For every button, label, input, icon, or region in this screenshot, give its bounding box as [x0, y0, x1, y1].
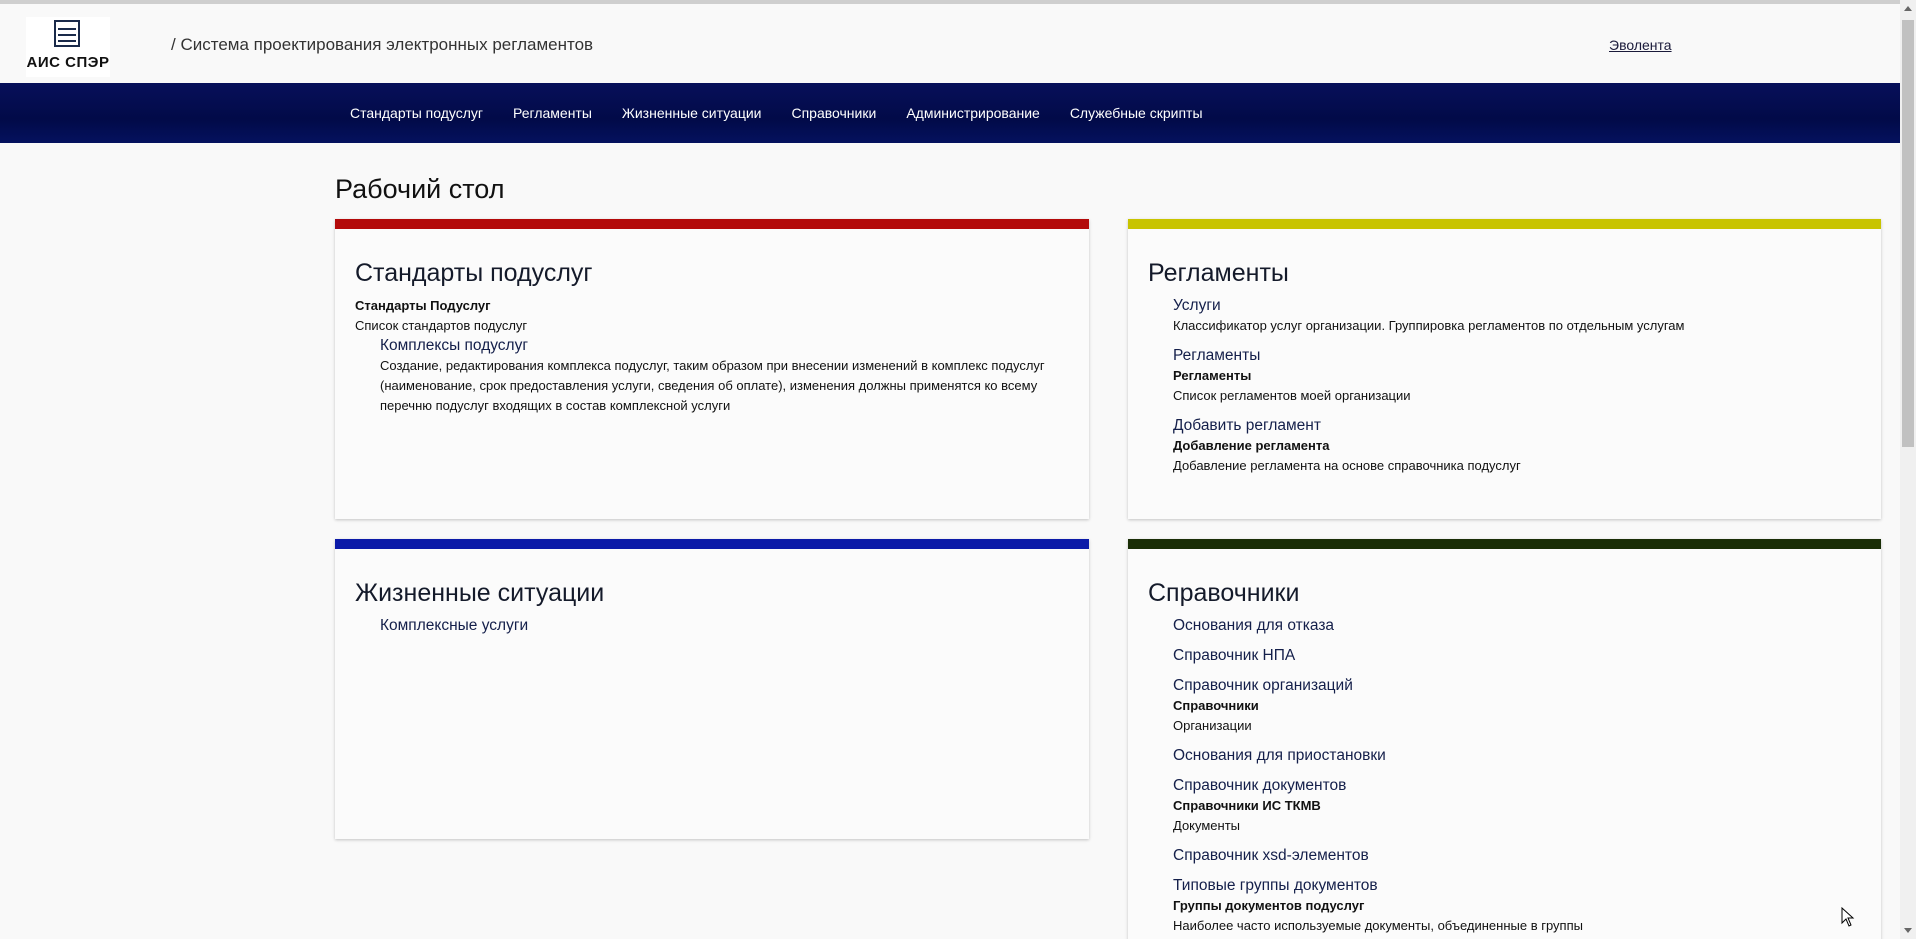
link-complex-services[interactable]: Комплексные услуги [380, 617, 529, 634]
list-item [1173, 746, 1861, 766]
entry-subtitle: Добавление регламента [1173, 438, 1330, 453]
vertical-scrollbar[interactable] [1900, 0, 1916, 939]
main-nav [0, 83, 1900, 143]
list-item [1173, 676, 1861, 736]
link-complexes-subservices[interactable]: Комплексы подуслуг [380, 337, 529, 354]
card-reference-title: Справочники [1148, 579, 1300, 607]
card-life-title: Жизненные ситуации [355, 579, 605, 607]
list-item [380, 616, 1069, 636]
list-item [1173, 616, 1861, 636]
scroll-up-icon[interactable] [1904, 6, 1912, 11]
link-suspension-grounds[interactable]: Основания для приостановки [1173, 747, 1386, 764]
list-item [1173, 846, 1861, 866]
link-organizations-reference[interactable]: Справочник организаций [1173, 677, 1353, 694]
link-xsd-elements-reference[interactable]: Справочник xsd-элементов [1173, 847, 1369, 864]
server-icon [54, 20, 80, 47]
list-item [1173, 646, 1861, 666]
scroll-down-icon[interactable] [1904, 928, 1912, 933]
link-documents-reference[interactable]: Справочник документов [1173, 777, 1347, 794]
entry-subtitle: Регламенты [1173, 368, 1252, 383]
list-item [1173, 776, 1861, 836]
card-reglaments-title: Регламенты [1148, 259, 1289, 287]
app-title: / Система проектирования электронных регламентов [171, 35, 594, 54]
nav-item-administration[interactable]: Администрирование [906, 105, 1040, 121]
entry-subtitle: Справочники [1173, 698, 1259, 713]
entry-desc: Наиболее часто используемые документы, объединенные в группы [1173, 918, 1583, 933]
nav-item-references[interactable]: Справочники [791, 105, 877, 121]
card-life-situations [335, 539, 1089, 839]
entry-desc: Классификатор услуг организации. Группировка регламентов по отдельным услугам [1173, 318, 1685, 333]
list-item [1173, 346, 1861, 406]
list-item [1173, 296, 1861, 336]
app-logo[interactable] [26, 17, 110, 77]
entry-desc: Организации [1173, 718, 1252, 733]
entry-desc: Список регламентов моей организации [1173, 388, 1411, 403]
logo-text: АИС СПЭР [26, 54, 110, 71]
card-standards-title: Стандарты подуслуг [355, 259, 593, 287]
entry-subtitle: Справочники ИС ТКМВ [1173, 798, 1321, 813]
entry-desc: Создание, редактирования комплекса подуслуг, таким образом при внесении изменений в комплекс подуслуг (наименование, срок предоставления услуги, сведения об оплате), изменения должны применятся ко всему перечню подуслуг входящих в состав комплексной услуги [380, 358, 1045, 413]
header [0, 4, 1900, 83]
card-reglaments [1128, 219, 1881, 519]
list-item [1173, 876, 1861, 936]
link-services[interactable]: Услуги [1173, 297, 1221, 314]
page-title: Рабочий стол [335, 174, 505, 204]
nav-item-service-scripts[interactable]: Служебные скрипты [1069, 105, 1203, 121]
user-link[interactable]: Эволента [1609, 37, 1672, 53]
link-reglaments[interactable]: Регламенты [1173, 347, 1261, 364]
list-item [1173, 416, 1861, 476]
card-standards [335, 219, 1089, 519]
entry-desc: Документы [1173, 818, 1241, 833]
link-add-reglament[interactable]: Добавить регламент [1173, 417, 1321, 434]
standards-subtitle: Стандарты Подуслуг [355, 298, 491, 313]
entry-subtitle: Группы документов подуслуг [1173, 898, 1365, 913]
link-refusal-grounds[interactable]: Основания для отказа [1173, 617, 1335, 634]
nav-item-life-situations[interactable]: Жизненные ситуации [621, 105, 762, 121]
scrollbar-thumb[interactable] [1902, 20, 1914, 447]
nav-item-reglaments[interactable]: Регламенты [513, 105, 592, 121]
nav-item-standards[interactable]: Стандарты подуслуг [350, 105, 484, 121]
card-references [1128, 539, 1881, 939]
link-npa-reference[interactable]: Справочник НПА [1173, 647, 1296, 664]
link-document-groups[interactable]: Типовые группы документов [1173, 877, 1378, 894]
list-item [380, 336, 1069, 416]
standards-desc: Список стандартов подуслуг [355, 318, 528, 333]
entry-desc: Добавление регламента на основе справочника подуслуг [1173, 458, 1521, 473]
mouse-cursor-icon [1841, 907, 1855, 927]
